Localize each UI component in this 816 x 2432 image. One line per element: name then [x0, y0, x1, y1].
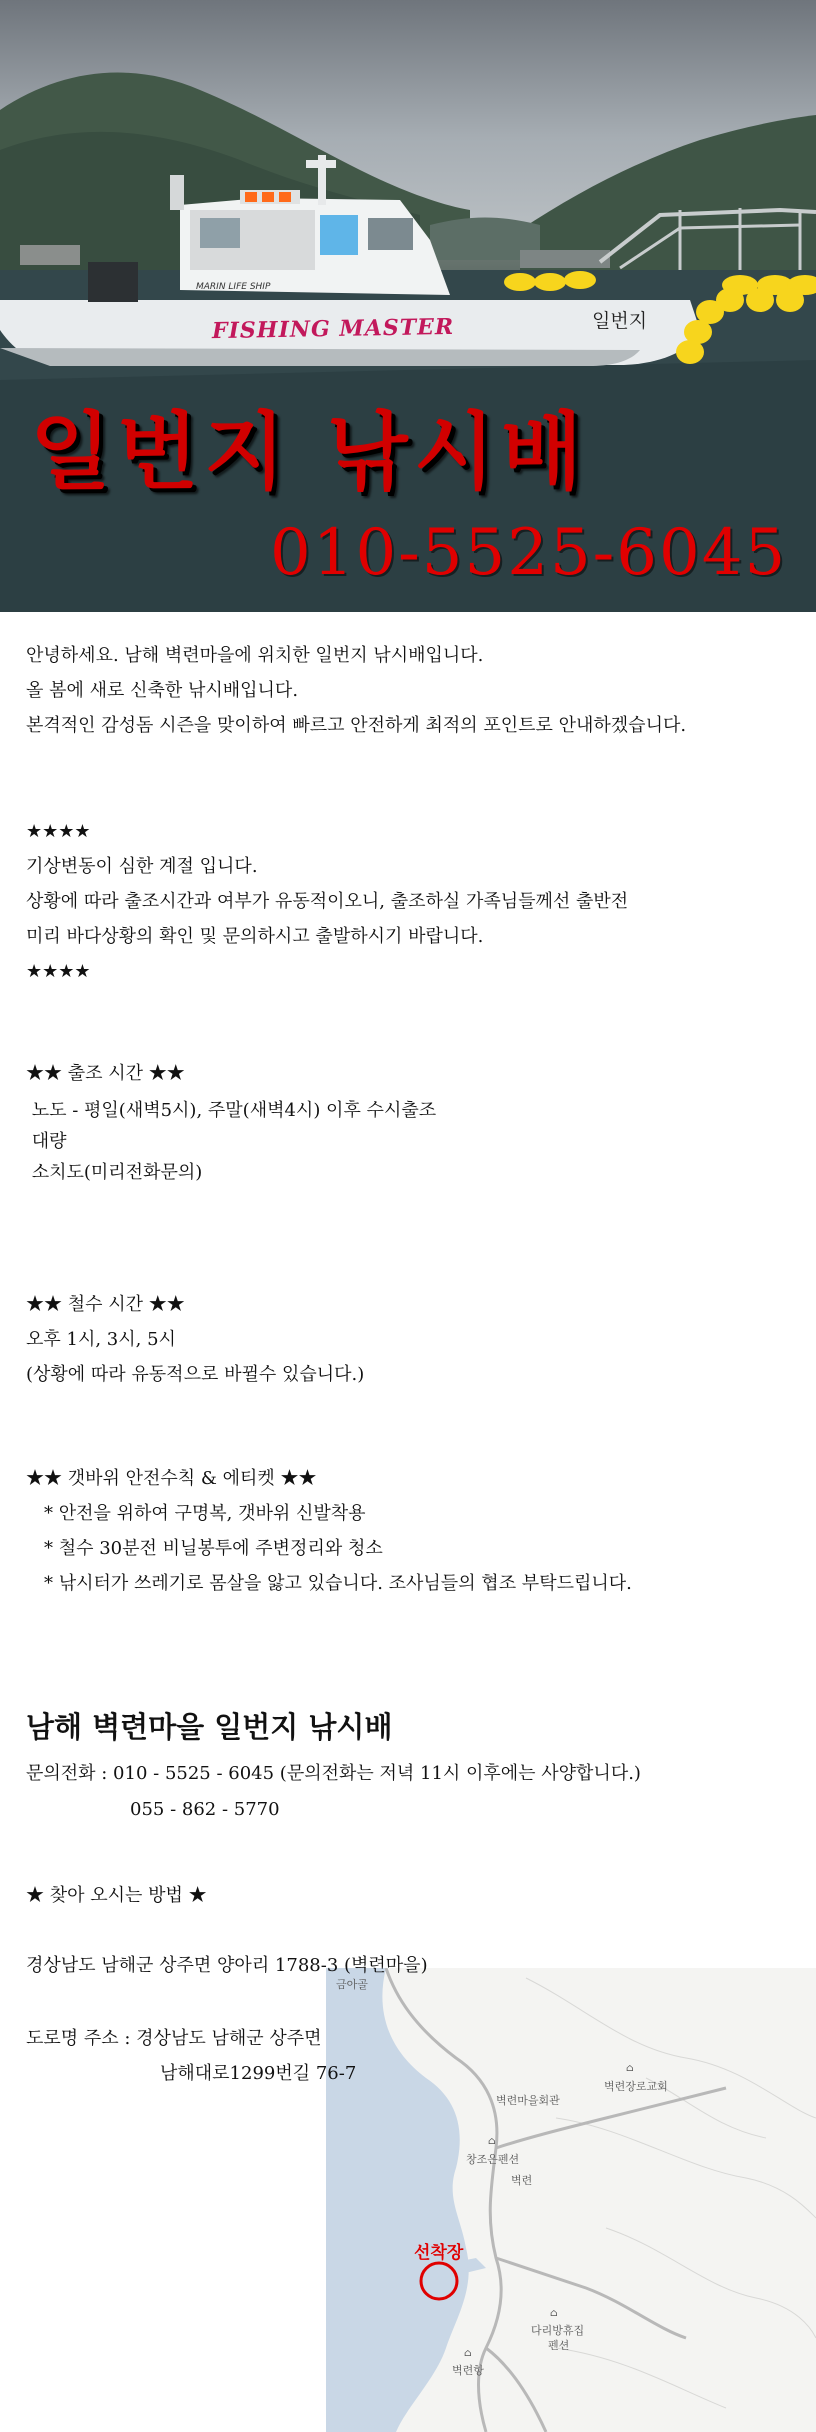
- contact-heading: 남해 벽련마을 일번지 낚시배: [26, 1710, 393, 1744]
- map-label-pension2: 다리방휴집: [531, 2324, 585, 2337]
- boat-brand-label: FISHING MASTER: [211, 313, 455, 345]
- pension1-pin-icon: ⌂: [488, 2136, 496, 2147]
- location-map[interactable]: [326, 1968, 816, 2432]
- contact-phone-line-2: 055 - 862 - 5770: [130, 1799, 280, 1820]
- return-line-1: 오후 1시, 3시, 5시: [26, 1329, 176, 1350]
- boat-small-label: MARIN LIFE SHIP: [196, 282, 271, 292]
- hero-phone: 010-5525-6045: [270, 516, 788, 590]
- map-label-pension2b: 펜션: [548, 2339, 570, 2352]
- map-label-pension1: 창조은펜션: [466, 2153, 520, 2166]
- pension2-pin-icon: ⌂: [550, 2308, 558, 2319]
- return-heading: ★★ 철수 시간 ★★: [26, 1294, 185, 1315]
- map-label-pier: 선착장: [414, 2243, 464, 2263]
- notice-line-3: 미리 바다상황의 확인 및 문의하시고 출발하시기 바랍니다.: [26, 926, 484, 947]
- directions-road-label: 도로명 주소 : 경상남도 남해군 상주면: [26, 2028, 322, 2049]
- contact-phone-line: 문의전화 : 010 - 5525 - 6045 (문의전화는 저녁 11시 이후에는 사양합니다.): [26, 1763, 641, 1784]
- directions-heading: ★ 찾아 오시는 방법 ★: [26, 1885, 207, 1906]
- map-label-top: 금아골: [336, 1978, 368, 1991]
- map-label-port: 벽련항: [452, 2364, 484, 2377]
- intro-line-3: 본격적인 감성돔 시즌을 맞이하여 빠르고 안전하게 최적의 포인트로 안내하겠습니다.: [26, 715, 687, 736]
- notice-stars-top: ★★★★: [26, 821, 91, 842]
- map-label-hall: 벽련마을회관: [496, 2094, 560, 2107]
- rules-item: * 철수 30분전 비닐봉투에 주변정리와 청소: [44, 1538, 383, 1559]
- notice-line-2: 상황에 따라 출조시간과 여부가 유동적이오니, 출조하실 가족님들께선 출반전: [26, 891, 629, 912]
- map-label-village: 벽련: [511, 2174, 533, 2187]
- map-graphic: [326, 1968, 816, 2432]
- rules-heading: ★★ 갯바위 안전수칙 & 에티켓 ★★: [26, 1468, 317, 1489]
- map-label-church: 벽련장로교회: [604, 2080, 668, 2093]
- hero-banner: [0, 0, 816, 612]
- rules-list: [44, 1496, 632, 1601]
- intro-line-2: 올 봄에 새로 신축한 낚시배입니다.: [26, 680, 299, 701]
- port-pin-icon: ⌂: [464, 2348, 472, 2359]
- departure-line-3: 소치도(미리전화문의): [26, 1162, 203, 1183]
- departure-heading: ★★ 출조 시간 ★★: [26, 1063, 185, 1084]
- notice-line-1: 기상변동이 심한 계절 입니다.: [26, 856, 258, 877]
- directions-road-line-2: 남해대로1299번길 76-7: [160, 2063, 357, 2084]
- intro-line-1: 안녕하세요. 남해 벽련마을에 위치한 일번지 낚시배입니다.: [26, 645, 484, 666]
- departure-line-2: 대량: [26, 1131, 67, 1152]
- rules-item: * 안전을 위하여 구명복, 갯바위 신발착용: [44, 1503, 366, 1524]
- directions-address: 경상남도 남해군 상주면 양아리 1788-3 (벽련마을): [26, 1955, 428, 1976]
- departure-line-1: 노도 - 평일(새벽5시), 주말(새벽4시) 이후 수시출조: [26, 1100, 437, 1121]
- notice-stars-bottom: ★★★★: [26, 961, 91, 982]
- church-pin-icon: ⌂: [626, 2063, 634, 2074]
- boat-name-label: 일번지: [592, 310, 648, 332]
- rules-item: * 낚시터가 쓰레기로 몸살을 앓고 있습니다. 조사님들의 협조 부탁드립니다.: [44, 1573, 632, 1594]
- hero-title: 일번지 낚시배: [30, 403, 589, 501]
- return-line-2: (상황에 따라 유동적으로 바뀔수 있습니다.): [26, 1364, 365, 1385]
